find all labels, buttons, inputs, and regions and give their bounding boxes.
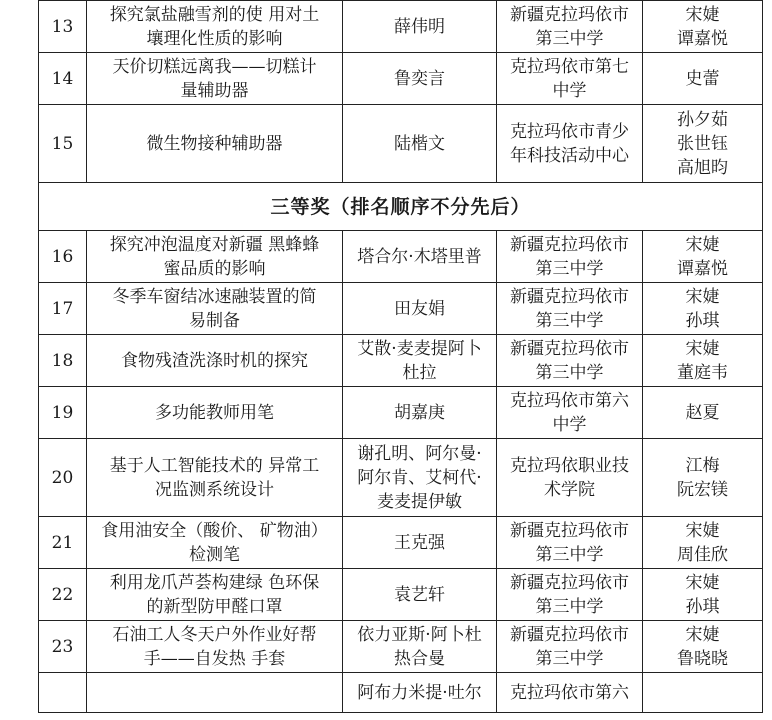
- teacher-cell: [643, 1, 763, 53]
- table-row: [39, 439, 763, 517]
- table-row: [39, 1, 763, 53]
- project-title-cell: [87, 569, 343, 621]
- school-cell: [497, 569, 643, 621]
- project-title-cell: [87, 231, 343, 283]
- table-row: [39, 517, 763, 569]
- project-title-cell: [87, 53, 343, 105]
- school-cell: [497, 517, 643, 569]
- cell-line: 江梅: [685, 455, 720, 476]
- row-number: 21: [39, 517, 87, 569]
- cell-line: 孙夕茹: [677, 109, 728, 130]
- cell-line: 第三中学: [535, 544, 604, 565]
- cell-line: 第三中学: [535, 28, 604, 49]
- cell-line: 艾散·麦麦提阿卜: [357, 338, 482, 359]
- school-cell: [497, 439, 643, 517]
- cell-line: 王克强: [394, 532, 445, 553]
- author-cell: [343, 387, 497, 439]
- author-cell: [343, 105, 497, 183]
- row-number: 17: [39, 283, 87, 335]
- cell-line: 阿尔肯、艾柯代·: [357, 467, 482, 488]
- cell-line: 手——自发热 手套: [143, 648, 286, 669]
- cell-line: 鲁晓晓: [677, 648, 728, 669]
- cell-line: 新疆克拉玛依市: [510, 4, 629, 25]
- cell-line: 食用油安全（酸价、 矿物油）: [101, 520, 328, 541]
- table-row: [39, 569, 763, 621]
- project-title-cell: [87, 283, 343, 335]
- cell-line: 新疆克拉玛依市: [510, 624, 629, 645]
- project-title-cell: [87, 621, 343, 673]
- cell-line: 术学院: [544, 479, 595, 500]
- cell-line: 易制备: [189, 310, 240, 331]
- project-title-cell: [87, 335, 343, 387]
- cell-line: 第三中学: [535, 310, 604, 331]
- cell-line: 依力亚斯·阿卜杜: [357, 624, 482, 645]
- cell-line: 食物残渣洗涤时机的探究: [121, 350, 308, 371]
- cell-line: 热合曼: [394, 648, 445, 669]
- cell-line: 新疆克拉玛依市: [510, 520, 629, 541]
- teacher-cell: [643, 439, 763, 517]
- school-cell: [497, 231, 643, 283]
- cell-line: 谭嘉悦: [677, 258, 728, 279]
- table-row: [39, 105, 763, 183]
- cell-line: 基于人工智能技术的 异常工: [109, 455, 320, 476]
- table-row: [39, 283, 763, 335]
- cell-line: 第三中学: [535, 648, 604, 669]
- cell-line: 第三中学: [535, 596, 604, 617]
- teacher-cell: [643, 283, 763, 335]
- cell-line: 探究冲泡温度对新疆 黑蜂蜂: [109, 234, 320, 255]
- cell-line: 史蕾: [685, 68, 720, 89]
- author-cell: [343, 1, 497, 53]
- teacher-cell: [643, 569, 763, 621]
- cell-line: 杜拉: [402, 362, 437, 383]
- cell-line: 检测笔: [189, 544, 240, 565]
- cell-line: 宋婕: [685, 4, 720, 25]
- cell-line: 第三中学: [535, 258, 604, 279]
- cell-line: 新疆克拉玛依市: [510, 338, 629, 359]
- cell-line: 新疆克拉玛依市: [510, 286, 629, 307]
- school-cell: [497, 283, 643, 335]
- school-cell: [497, 335, 643, 387]
- table-row: [39, 387, 763, 439]
- table-row: [39, 673, 763, 713]
- project-title-cell: [87, 517, 343, 569]
- project-title-cell: [87, 105, 343, 183]
- cell-line: 壤理化性质的影响: [146, 28, 283, 49]
- cell-line: 况监测系统设计: [155, 479, 274, 500]
- author-cell: [343, 517, 497, 569]
- cell-line: 克拉玛依市青少: [510, 121, 629, 142]
- cell-line: 中学: [552, 80, 587, 101]
- cell-line: 宋婕: [685, 338, 720, 359]
- row-number: 19: [39, 387, 87, 439]
- cell-line: 孙琪: [685, 596, 720, 617]
- cell-line: 冬季车窗结冰速融装置的简: [112, 286, 317, 307]
- table-row: [39, 335, 763, 387]
- teacher-cell: [643, 53, 763, 105]
- cell-line: 天价切糕远离我——切糕计: [112, 56, 317, 77]
- row-number: 18: [39, 335, 87, 387]
- row-number: 22: [39, 569, 87, 621]
- cell-line: 宋婕: [685, 286, 720, 307]
- cell-line: 多功能教师用笔: [155, 402, 274, 423]
- school-cell: [497, 621, 643, 673]
- author-cell: [343, 283, 497, 335]
- project-title-cell: [87, 439, 343, 517]
- school-cell: [497, 1, 643, 53]
- cell-line: 年科技活动中心: [510, 145, 629, 166]
- table-row: [39, 621, 763, 673]
- school-cell: [497, 53, 643, 105]
- teacher-cell: [643, 105, 763, 183]
- cell-line: 高旭昀: [677, 157, 728, 178]
- cell-line: 谢孔明、阿尔曼·: [357, 443, 482, 464]
- cell-line: 胡嘉庚: [394, 402, 445, 423]
- cell-line: 阿布力米提·吐尔: [357, 682, 482, 703]
- author-cell: [343, 53, 497, 105]
- cell-line: 的新型防甲醛口罩: [146, 596, 283, 617]
- awards-table-body: [39, 1, 763, 713]
- cell-line: 董庭韦: [677, 362, 728, 383]
- author-cell: [343, 569, 497, 621]
- cell-line: 克拉玛依职业技: [510, 455, 629, 476]
- cell-line: 石油工人冬天户外作业好帮: [112, 624, 317, 645]
- row-number: 23: [39, 621, 87, 673]
- cell-line: 薛伟明: [394, 16, 445, 37]
- teacher-cell: [643, 621, 763, 673]
- cell-line: 新疆克拉玛依市: [510, 234, 629, 255]
- cell-line: 第三中学: [535, 362, 604, 383]
- cell-line: 孙琪: [685, 310, 720, 331]
- cell-line: 利用龙爪芦荟构建绿 色环保: [109, 572, 320, 593]
- cell-line: 量辅助器: [180, 80, 249, 101]
- cell-line: 宋婕: [685, 572, 720, 593]
- author-cell: [343, 673, 497, 713]
- author-cell: [343, 231, 497, 283]
- project-title-cell: [87, 673, 343, 713]
- section-title: 三等奖（排名顺序不分先后）: [39, 183, 763, 231]
- cell-line: 宋婕: [685, 520, 720, 541]
- cell-line: 麦麦提伊敏: [377, 491, 462, 512]
- cell-line: 中学: [552, 414, 587, 435]
- cell-line: 蜜品质的影响: [163, 258, 266, 279]
- awards-table: [38, 0, 763, 713]
- row-number: 13: [39, 1, 87, 53]
- cell-line: 宋婕: [685, 624, 720, 645]
- teacher-cell: [643, 387, 763, 439]
- section-header-row: [39, 183, 763, 231]
- project-title-cell: [87, 387, 343, 439]
- teacher-cell: [643, 231, 763, 283]
- row-number: 14: [39, 53, 87, 105]
- teacher-cell: [643, 335, 763, 387]
- cell-line: 谭嘉悦: [677, 28, 728, 49]
- cell-line: 鲁奕言: [394, 68, 445, 89]
- cell-line: 克拉玛依市第六: [510, 682, 629, 703]
- school-cell: [497, 387, 643, 439]
- cell-line: 张世钰: [677, 133, 728, 154]
- cell-line: 塔合尔·木塔里普: [357, 246, 482, 267]
- author-cell: [343, 439, 497, 517]
- cell-line: 阮宏镁: [677, 479, 728, 500]
- row-number: 20: [39, 439, 87, 517]
- cell-line: 探究氯盐融雪剂的使 用对土: [109, 4, 320, 25]
- author-cell: [343, 621, 497, 673]
- school-cell: [497, 105, 643, 183]
- teacher-cell: [643, 673, 763, 713]
- cell-line: 克拉玛依市第六: [510, 390, 629, 411]
- cell-line: 赵夏: [685, 402, 720, 423]
- cell-line: 克拉玛依市第七: [510, 56, 629, 77]
- table-row: [39, 231, 763, 283]
- author-cell: [343, 335, 497, 387]
- cell-line: 陆楷文: [394, 133, 445, 154]
- cell-line: 周佳欣: [677, 544, 728, 565]
- row-number: [39, 673, 87, 713]
- project-title-cell: [87, 1, 343, 53]
- cell-line: 微生物接种辅助器: [146, 133, 283, 154]
- cell-line: 袁艺轩: [394, 584, 445, 605]
- cell-line: 宋婕: [685, 234, 720, 255]
- teacher-cell: [643, 517, 763, 569]
- cell-line: 新疆克拉玛依市: [510, 572, 629, 593]
- row-number: 15: [39, 105, 87, 183]
- table-row: [39, 53, 763, 105]
- row-number: 16: [39, 231, 87, 283]
- cell-line: 田友娟: [394, 298, 445, 319]
- awards-table-page: [38, 0, 762, 713]
- school-cell: [497, 673, 643, 713]
